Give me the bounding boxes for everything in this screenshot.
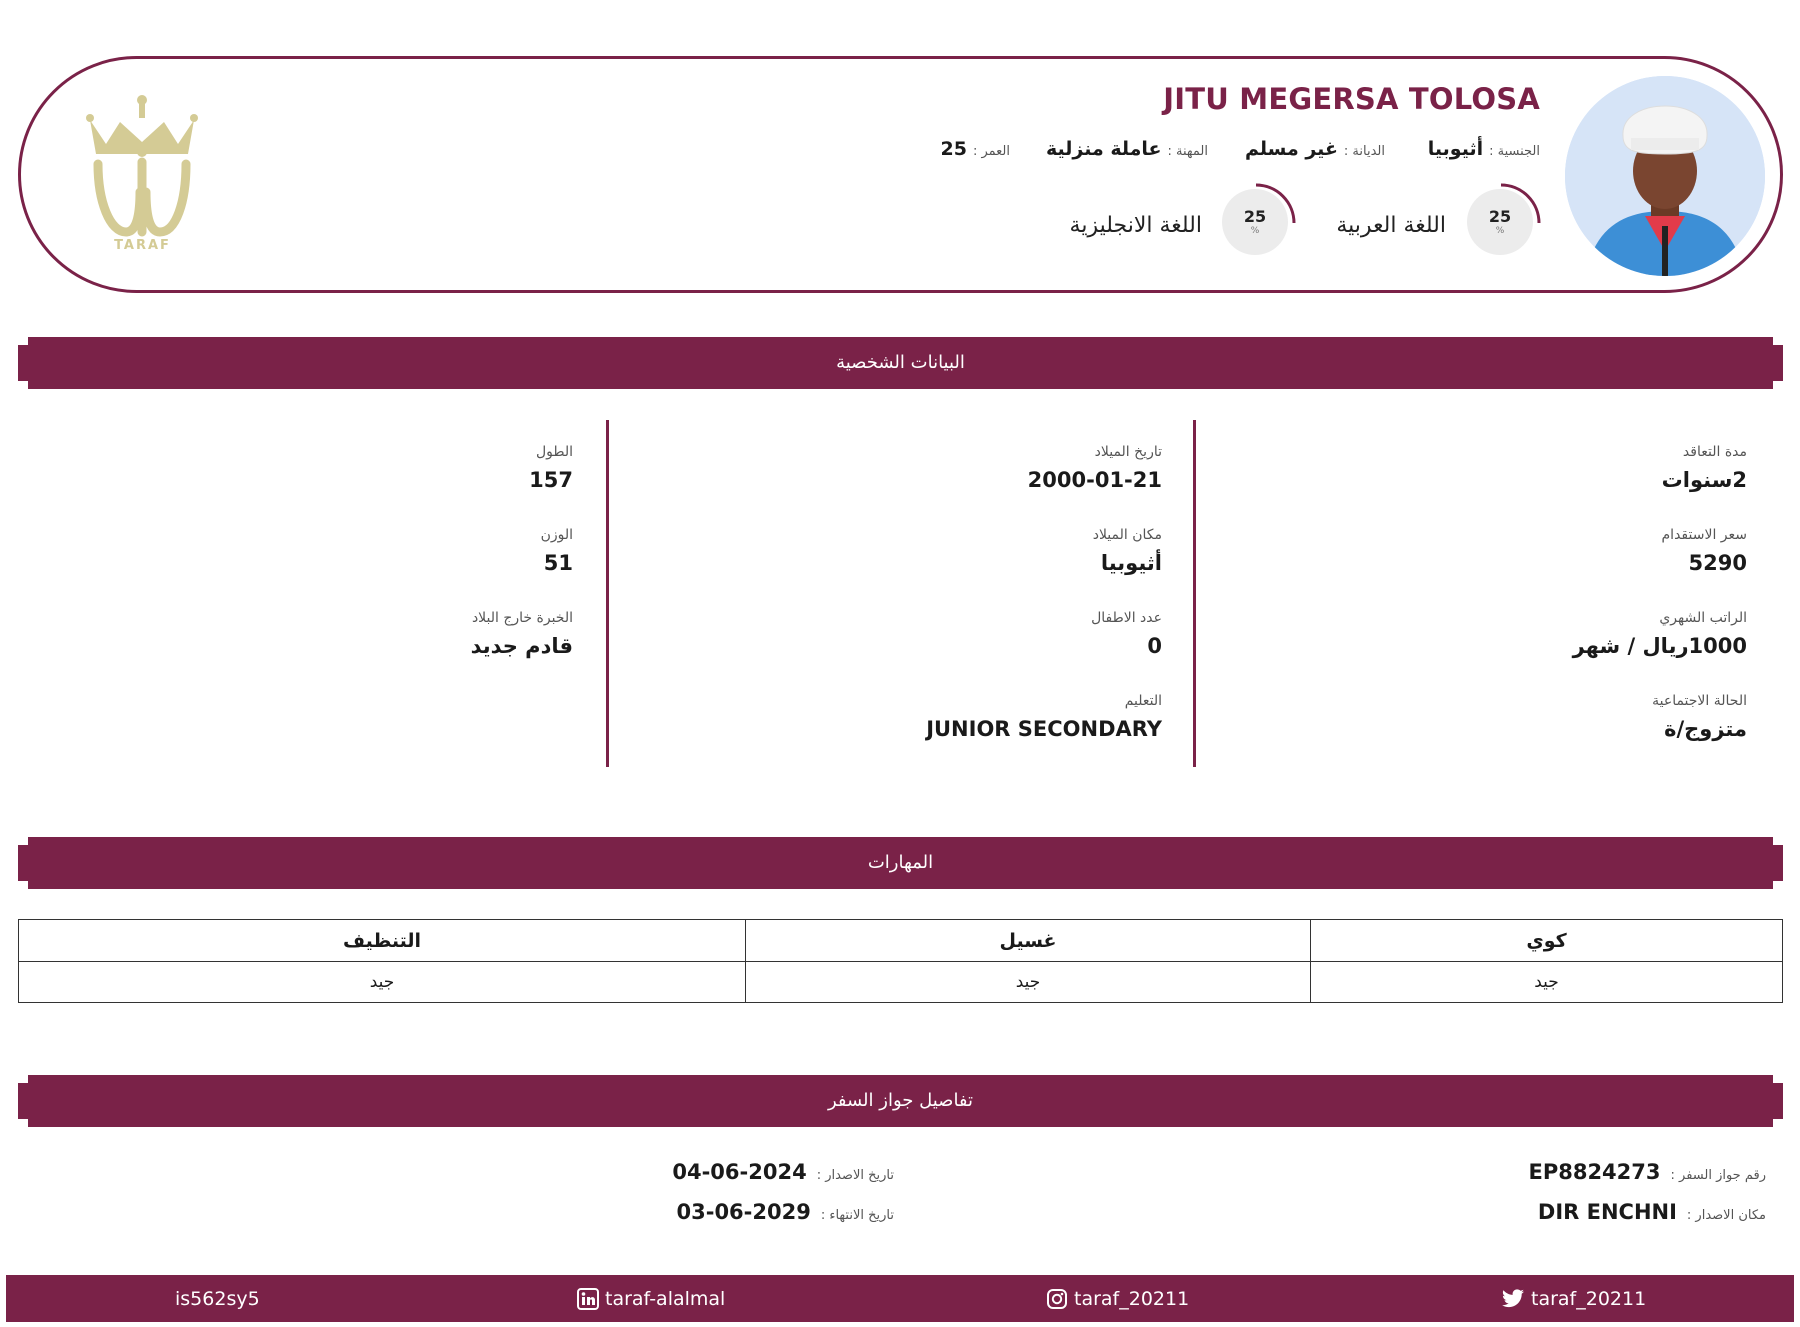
english-level-gauge xyxy=(1222,189,1288,255)
contract-duration-field: مدة التعاقد 2سنوات xyxy=(1661,444,1747,492)
passport-expiry-date-field: تاريخ الانتهاء :2029-06-03 xyxy=(676,1200,894,1224)
linkedin-icon xyxy=(577,1288,599,1310)
children-count-field: عدد الاطفال 0 xyxy=(1091,610,1162,658)
weight-field: الوزن 51 xyxy=(540,527,573,575)
birth-date-field: تاريخ الميلاد 2000-01-21 xyxy=(1027,444,1162,492)
column-divider xyxy=(606,420,609,767)
english-level-unit: % xyxy=(1250,226,1260,236)
arabic-level-gauge xyxy=(1467,189,1533,255)
skills-table xyxy=(18,919,1783,1003)
worker-photo xyxy=(1565,76,1765,276)
reference-code: is562sy5 xyxy=(175,1288,260,1310)
logo-text: TARAF xyxy=(114,238,171,253)
arabic-language-label: اللغة العربية xyxy=(1336,213,1446,238)
arabic-level-value: 25 xyxy=(1488,207,1512,226)
height-field: الطول 157 xyxy=(529,444,573,492)
nationality-field: الجنسية :أثيوبيا xyxy=(1427,138,1540,160)
linkedin-link[interactable]: taraf-alalmal xyxy=(577,1288,725,1310)
experience-abroad-field: الخبرة خارج البلاد قادم جديد xyxy=(470,610,573,658)
skill-header-ironing: كوي xyxy=(1311,920,1783,962)
skill-value-cleaning: جيد xyxy=(19,962,746,1003)
skill-value-washing: جيد xyxy=(746,962,1311,1003)
column-divider xyxy=(1193,420,1196,767)
skills-section-header: المهارات xyxy=(18,837,1783,889)
twitter-icon xyxy=(1501,1288,1525,1310)
passport-section-header: تفاصيل جواز السفر xyxy=(18,1075,1783,1127)
taraf-logo xyxy=(80,92,205,262)
profession-field: المهنة :عاملة منزلية xyxy=(1045,138,1208,160)
recruitment-cost-field: سعر الاستقدام 5290 xyxy=(1661,527,1747,575)
instagram-link[interactable]: taraf_20211 xyxy=(1046,1288,1189,1310)
skills-header-row xyxy=(19,920,1783,962)
personal-section-header: البيانات الشخصية xyxy=(18,337,1783,389)
monthly-salary-field: الراتب الشهري 1000ريال / شهر xyxy=(1572,610,1747,658)
marital-status-field: الحالة الاجتماعية متزوج/ة xyxy=(1652,693,1747,741)
passport-issue-place-field: مكان الاصدار :DIR ENCHNI xyxy=(1537,1200,1766,1224)
age-field: العمر :25 xyxy=(940,138,1010,160)
instagram-icon xyxy=(1046,1288,1068,1310)
passport-number-field: رقم جواز السفر :EP8824273 xyxy=(1528,1160,1766,1184)
skill-value-ironing: جيد xyxy=(1311,962,1783,1003)
worker-name: JITU MEGERSA TOLOSA xyxy=(1163,82,1540,116)
english-level-value: 25 xyxy=(1243,207,1267,226)
twitter-link[interactable]: taraf_20211 xyxy=(1501,1288,1646,1310)
footer-bar xyxy=(6,1275,1794,1322)
arabic-level-unit: % xyxy=(1495,226,1505,236)
skill-header-cleaning: التنظيف xyxy=(19,920,746,962)
religion-field: الديانة :غير مسلم xyxy=(1245,138,1385,160)
education-field: التعليم JUNIOR SECONDARY xyxy=(926,693,1162,741)
passport-issue-date-field: تاريخ الاصدار :2024-06-04 xyxy=(672,1160,894,1184)
english-language-label: اللغة الانجليزية xyxy=(1069,213,1202,238)
birth-place-field: مكان الميلاد أثيوبيا xyxy=(1092,527,1162,575)
skills-value-row xyxy=(19,962,1783,1003)
skill-header-washing: غسيل xyxy=(746,920,1311,962)
